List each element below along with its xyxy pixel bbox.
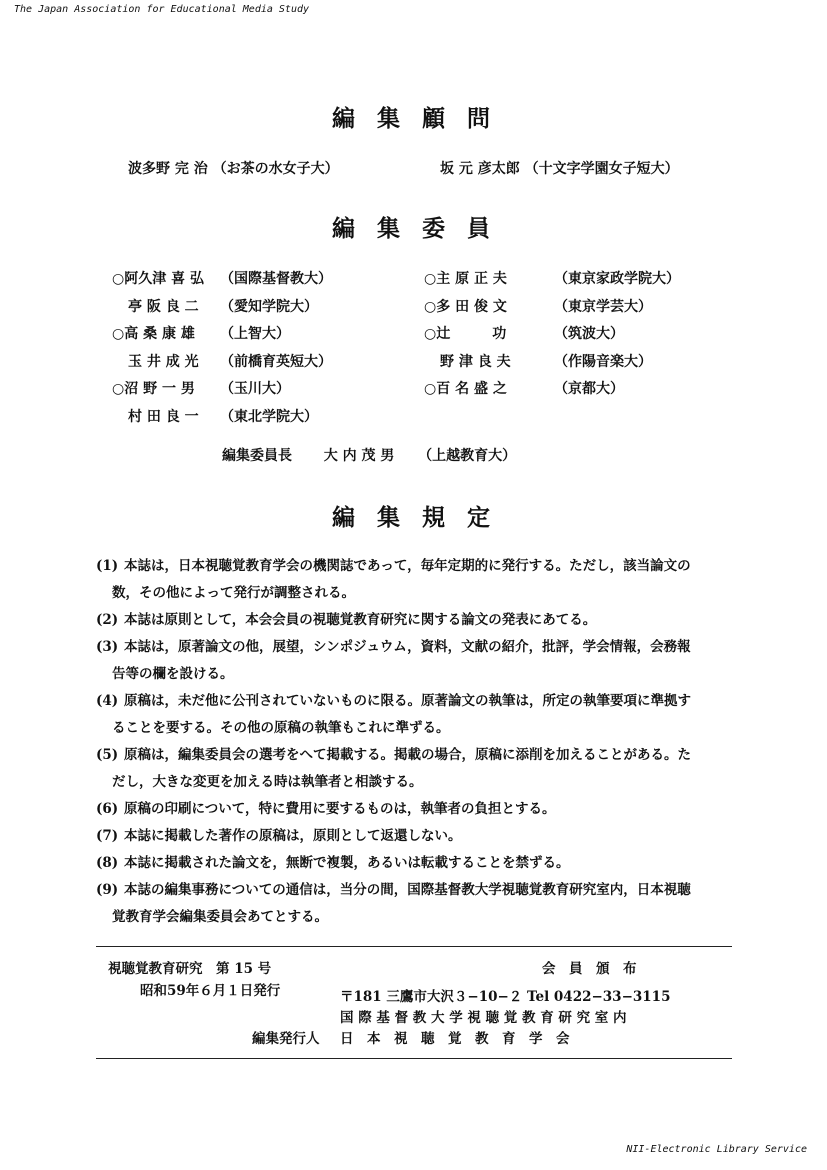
member-name: 村 田 良 一: [128, 408, 199, 425]
rule-item: [96, 877, 740, 931]
member-affil: （東京家政学院大）: [554, 271, 680, 287]
member-name: 玉 井 成 光: [128, 353, 199, 370]
rule-item: [96, 850, 740, 877]
committee-member: [424, 294, 680, 322]
committee-chair: [222, 445, 516, 465]
journal-issue: 視聴覚教育研究 第 15 号: [108, 961, 272, 977]
colophon-bottom-rule: [96, 1058, 732, 1059]
rule-text: 告等の欄を設ける。: [112, 666, 234, 682]
committee-member: [112, 294, 332, 322]
rule-item: [96, 607, 740, 634]
member-name: ○百 名 盛 之: [424, 381, 507, 397]
member-name: ○辻 功: [424, 326, 507, 342]
rule-item: [96, 742, 740, 796]
advisor-2-name: 坂 元 彦太郎: [440, 161, 520, 177]
rule-text: ることを要する。その他の原稿の執筆もこれに準ずる。: [112, 720, 450, 736]
committee-member: [112, 266, 332, 294]
member-name: ○高 桑 康 雄: [112, 326, 195, 342]
rule-number: (2): [96, 612, 119, 628]
chair-affil: （上越教育大）: [418, 448, 517, 464]
member-affil: （作陽音楽大）: [554, 353, 652, 370]
rule-number: (9): [96, 882, 119, 898]
member-affil: （愛知学院大）: [220, 298, 318, 315]
committee-member: [424, 321, 680, 349]
member-name: ○阿久津 喜 弘: [112, 271, 204, 287]
rule-item: [96, 634, 740, 688]
committee-member: [424, 376, 680, 404]
rule-text: 本誌は原則として，本会会員の視聴覚教育研究に関する論文の発表にあてる。: [124, 612, 597, 628]
rule-number: (7): [96, 828, 119, 844]
rule-text: 本誌に掲載された論文を，無断で複製，あるいは転載することを禁ずる。: [124, 855, 570, 871]
member-affil: （玉川大）: [220, 381, 290, 397]
advisor-2: [440, 158, 679, 178]
member-affil: （上智大）: [220, 326, 290, 342]
advisor-1: [128, 158, 339, 178]
chair-name: 大 内 茂 男: [323, 448, 395, 464]
member-affil: （京都大）: [554, 381, 624, 397]
committee-member: [424, 266, 680, 294]
publisher-name: 日 本 視 聴 覚 教 育 学 会: [340, 1031, 570, 1047]
member-name: ○沼 野 一 男: [112, 381, 195, 397]
rule-item: [96, 796, 740, 823]
advisor-1-name: 波多野 完 治: [128, 161, 208, 177]
rule-number: (4): [96, 693, 119, 709]
rule-text: 数，その他によって発行が調整される。: [112, 585, 355, 601]
committee-member: [112, 349, 332, 377]
member-name: 亭 阪 良 二: [128, 298, 199, 315]
member-name: 野 津 良 夫: [440, 353, 511, 370]
member-affil: （筑波大）: [554, 326, 624, 342]
rule-item: [96, 688, 740, 742]
committee-right-column: [424, 266, 680, 404]
rule-number: (3): [96, 639, 119, 655]
publisher-office: 国 際 基 督 教 大 学 視 聴 覚 教 育 研 究 室 内: [340, 1010, 627, 1026]
rule-text: 原稿は，編集委員会の選考をへて掲載する。掲載の場合，原稿に添削を加えることがある。た: [124, 747, 691, 763]
member-affil: （東京学芸大）: [554, 298, 652, 315]
publisher-address: 〒181 三鷹市大沢３−10−２ Tel 0422−33−3115: [340, 989, 671, 1005]
rule-text: 本誌は，原著論文の他，展望，シンポジュウム，資料，文献の紹介，批評，学会情報，会務報: [124, 639, 691, 655]
chair-label: 編集委員長: [222, 448, 292, 464]
member-affil: （東北学院大）: [220, 408, 318, 425]
advisor-2-affil: （十文字学園女子短大）: [524, 161, 679, 177]
committee-member: [112, 321, 332, 349]
committee-member: [424, 349, 680, 377]
member-affil: （前橋育英短大）: [220, 353, 332, 370]
rules-heading: 編集規定: [332, 504, 512, 531]
member-affil: （国際基督教大）: [220, 271, 332, 287]
member-name: ○多 田 俊 文: [424, 298, 507, 315]
committee-left-column: [112, 266, 332, 431]
rule-number: (5): [96, 747, 119, 763]
rule-text: だし，大きな変更を加える時は執筆者と相談する。: [112, 774, 423, 790]
colophon-top-rule: [96, 946, 732, 947]
rule-text: 原稿の印刷について，特に費用に要するものは，執筆者の負担とする。: [124, 801, 556, 817]
advisors-heading: 編集顧問: [332, 105, 512, 132]
committee-member: [112, 404, 332, 432]
advisor-1-affil: （お茶の水女子大）: [212, 161, 339, 177]
rules-list: [96, 553, 740, 931]
distribution-note: 会 員 頒 布: [542, 961, 637, 977]
publisher-label: 編集発行人: [252, 1031, 320, 1047]
rule-item: [96, 553, 740, 607]
rule-text: 覚教育学会編集委員会あてとする。: [112, 909, 328, 925]
rule-number: (8): [96, 855, 119, 871]
rule-item: [96, 823, 740, 850]
publication-date: 昭和59年６月１日発行: [140, 983, 281, 999]
rule-text: 本誌は，日本視聴覚教育学会の機関誌であって，毎年定期的に発行する。ただし，該当論文の: [124, 558, 691, 574]
header-organization: The Japan Association for Educational Media Study: [14, 4, 310, 15]
rule-text: 本誌の編集事務についての通信は，当分の間，国際基督教大学視聴覚教育研究室内，日本視聴: [124, 882, 691, 898]
member-name: ○主 原 正 夫: [424, 271, 507, 287]
rule-text: 本誌に掲載した著作の原稿は，原則として返還しない。: [124, 828, 462, 844]
rule-number: (1): [96, 558, 119, 574]
footer-service: NII-Electronic Library Service: [626, 1144, 807, 1155]
committee-heading: 編集委員: [332, 215, 512, 242]
committee-member: [112, 376, 332, 404]
rule-text: 原稿は，未だ他に公刊されていないものに限る。原著論文の執筆は，所定の執筆要項に準拠す: [124, 693, 691, 709]
rule-number: (6): [96, 801, 119, 817]
